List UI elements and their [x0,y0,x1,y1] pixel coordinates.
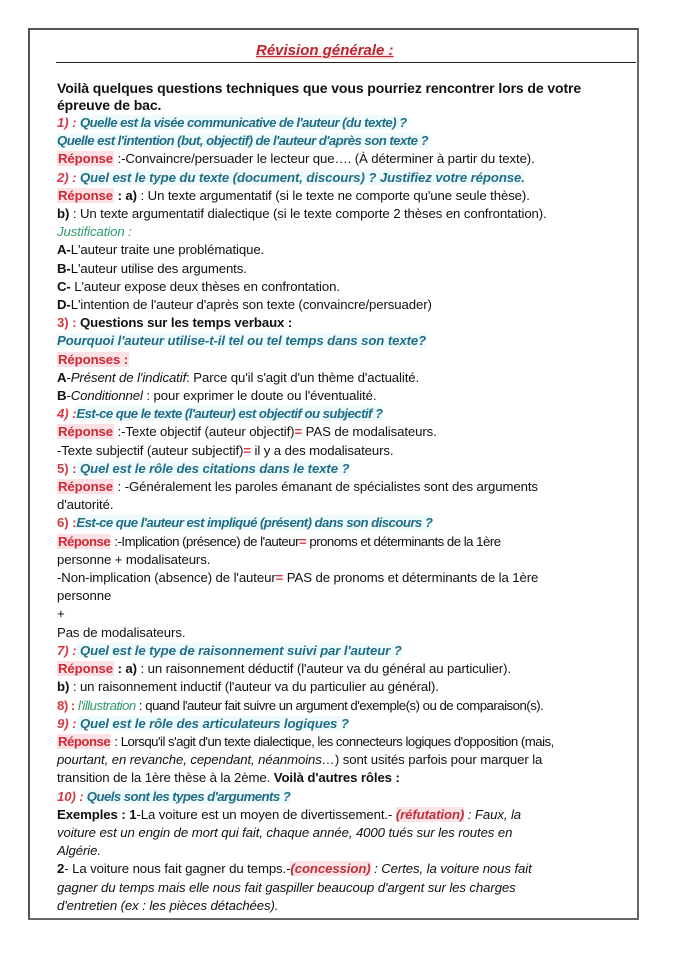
question-text: Quel est le type du texte (document, discours) ? Justifiez votre réponse. [79,169,525,185]
question-10 [57,788,632,806]
answer-text: : Un texte argumentatif dialectique (si le texte comporte 2 thèses en confrontation). [69,206,547,222]
question-text: Pourquoi l'auteur utilise-t-il tel ou tel temps dans son texte? [57,333,427,349]
example-2-cont [57,879,632,897]
justification-item [57,260,632,278]
title-rule [56,42,636,63]
answer-text: transition de la 1ère thèse à la 2ème. [57,770,274,786]
other-roles-label: Voilà d'autres rôles : [273,770,400,786]
plus-sign [57,605,632,623]
example-2-cont2 [57,897,632,915]
item-sep: - [66,388,71,404]
answer-text: : -Généralement les paroles émanant de spécialistes sont des arguments [114,479,538,495]
question-number: 10) : [57,788,84,804]
question-text: Quel est le rôle des citations dans le texte ? [76,460,350,476]
answer-6b-cont [57,587,632,605]
question-8 [57,697,632,715]
example-text: gagner du temps mais elle nous fait gaspiller beaucoup d'argent sur les charges [57,879,516,895]
item-letter: C- [57,278,71,294]
answer-label: Réponse [58,151,113,167]
item-letter: D- [57,297,71,313]
question-1-sub [57,132,632,150]
question-2 [57,169,632,187]
connector-list: pourtant, en revanche, cependant, néanmoins… [57,752,335,768]
answer-text: : un raisonnement déductif (l'auteur va du général au particulier). [136,661,511,677]
question-text: Quel est le type de raisonnement suivi par l'auteur ? [76,642,402,658]
answer-option-label: : a) [114,187,137,203]
question-number: 4) : [57,406,77,422]
justification-item [57,278,632,296]
tense-item [57,369,632,387]
question-number: 3) : [57,315,77,331]
answer-label: Réponse [58,479,113,495]
item-text: L'auteur utilise des arguments. [70,260,247,276]
term-illustration: l'illustration [74,697,136,713]
examples-label: Exemples : [57,806,130,822]
answer-1 [57,150,632,168]
answer-text: d'autorité. [57,497,114,513]
justification-item [57,241,632,259]
item-sep: - [66,369,71,385]
answer-7b [57,678,632,696]
answer-text: :-Texte objectif (auteur objectif) [114,424,295,440]
answer-text: PAS de pronoms et déterminants de la 1ère [283,570,539,586]
answer-6b [57,569,632,587]
equals-sign: = [299,533,307,549]
question-3 [57,314,632,332]
question-9 [57,715,632,733]
justification-item [57,296,632,314]
item-text: L'intention de l'auteur d'après son texte (convaincre/persuader) [70,297,432,313]
example-text: -La voiture est un moyen de divertissement.- [136,806,396,822]
document-body [57,80,632,915]
item-text: : Parce qu'il s'agit d'un thème d'actualité. [186,369,420,385]
example-number: 2 [57,861,65,877]
item-letter: A- [57,242,71,258]
question-6 [57,514,632,532]
question-number: 2) : [57,169,77,185]
example-text: : Certes, la voiture nous fait [370,861,532,877]
answer-text: PAS de modalisateurs. [302,424,437,440]
answer-text: personne [57,588,112,604]
question-text: Est-ce que l'auteur est impliqué (présent) dans son discours ? [76,515,433,531]
answer-7a [57,660,632,678]
question-number: 7) : [57,642,77,658]
question-text: Quel est le rôle des articulateurs logiques ? [76,715,349,731]
item-text: L'auteur traite une problématique. [70,242,265,258]
question-text: Quels sont les types d'arguments ? [83,788,291,804]
answer-option-label: : a) [114,661,137,677]
answer-text: : un raisonnement inductif (l'auteur va du particulier au général). [69,679,439,695]
answer-text: personne + modalisateurs. [57,551,211,567]
question-3-sub [57,332,632,350]
intro-paragraph: Voilà quelques questions techniques que vous pourriez rencontrer lors de votre épreuve de bac. [57,80,582,113]
answer-5-cont [57,496,632,514]
equals-sign: = [294,424,303,440]
page-title: Révision générale : [256,42,394,59]
answer-4a [57,423,632,441]
example-2 [57,860,632,878]
answer-2a [57,187,632,205]
question-heading: Questions sur les temps verbaux : [76,315,293,331]
item-letter: B [57,388,67,404]
question-text: Est-ce que le texte (l'auteur) est objectif ou subjectif ? [76,406,383,422]
question-4 [57,405,632,423]
answer-label: Réponse [58,661,113,677]
answer-text: pronoms et déterminants de la 1ère [306,533,501,549]
answer-2b [57,205,632,223]
answer-4b [57,442,632,460]
item-letter: A [57,369,67,385]
example-text: : Faux, la [464,806,522,822]
answer-text: -Texte subjectif (auteur subjectif) [57,442,244,458]
item-term: Présent de l'indicatif [70,369,187,385]
argument-type: (concession) [290,861,371,877]
answer-label: Réponse [58,424,113,440]
item-text: L'auteur expose deux thèses en confrontation. [70,278,340,294]
question-number: 8) : [57,697,75,713]
answer-6a-cont [57,551,632,569]
answer-3 [57,351,632,369]
tense-item [57,387,632,405]
example-1-cont [57,824,632,842]
answer-9-cont2 [57,769,632,787]
question-5 [57,460,632,478]
item-letter: B- [57,260,71,276]
question-number: 1) : [57,115,77,130]
example-text: d'entretien (ex : les pièces détachées). [57,897,279,913]
item-text: : pour exprimer le doute ou l'éventualité. [142,388,377,404]
question-text: Quelle est l'intention (but, objectif) de l'auteur d'après son texte ? [57,133,428,149]
answer-label: Réponse [58,733,111,749]
equals-sign: = [275,570,284,586]
answer-text: Pas de modalisateurs. [57,624,186,640]
answer-5 [57,478,632,496]
question-7 [57,642,632,660]
question-1 [57,114,632,132]
justification-heading [57,223,632,241]
answer-text: :-Convaincre/persuader le lecteur que…. (À déterminer à partir du texte). [114,151,535,167]
answer-9 [57,733,632,751]
example-1-cont2 [57,842,632,860]
example-text: - La voiture nous fait gagner du temps.- [64,861,291,877]
answer-6a [57,533,632,551]
justification-label: Justification : [57,224,132,240]
answer-label: Réponse [58,533,111,549]
question-number: 9) : [57,715,77,731]
answer-9-cont [57,751,632,769]
question-number: 6) : [57,515,77,531]
plus-text: + [57,606,65,622]
answer-text: il y a des modalisateurs. [250,442,394,458]
example-text: Algérie. [57,843,101,859]
question-text: Quelle est la visée communicative de l'auteur (du texte) ? [79,115,407,130]
example-1 [57,806,632,824]
answer-option-label: b) [57,206,70,222]
item-term: Conditionnel [70,388,143,404]
example-number: 1 [129,806,137,822]
argument-type: (réfutation) [395,806,465,822]
answer-text: :-Implication (présence) de l'auteur [111,533,299,549]
answer-text: ) sont usités parfois pour marquer la [334,752,543,768]
example-text: voiture est un engin de mort qui fait, chaque année, 4000 tués sur les routes en [57,824,513,840]
answer-text: : Un texte argumentatif (si le texte ne comporte qu'une seule thèse). [136,187,530,203]
equals-sign: = [243,442,251,458]
answer-text: : Lorsqu'il s'agit d'un texte dialectique, les connecteurs logiques d'opposition (mais, [111,733,554,749]
answer-6c [57,624,632,642]
question-number: 5) : [57,460,77,476]
answer-label: Réponses : [58,351,129,367]
answer-option-label: b) [57,679,70,695]
definition-text: : quand l'auteur fait suivre un argument d'exemple(s) ou de comparaison(s). [135,697,544,713]
answer-text: -Non-implication (absence) de l'auteur [57,570,276,586]
answer-label: Réponse [58,187,113,203]
